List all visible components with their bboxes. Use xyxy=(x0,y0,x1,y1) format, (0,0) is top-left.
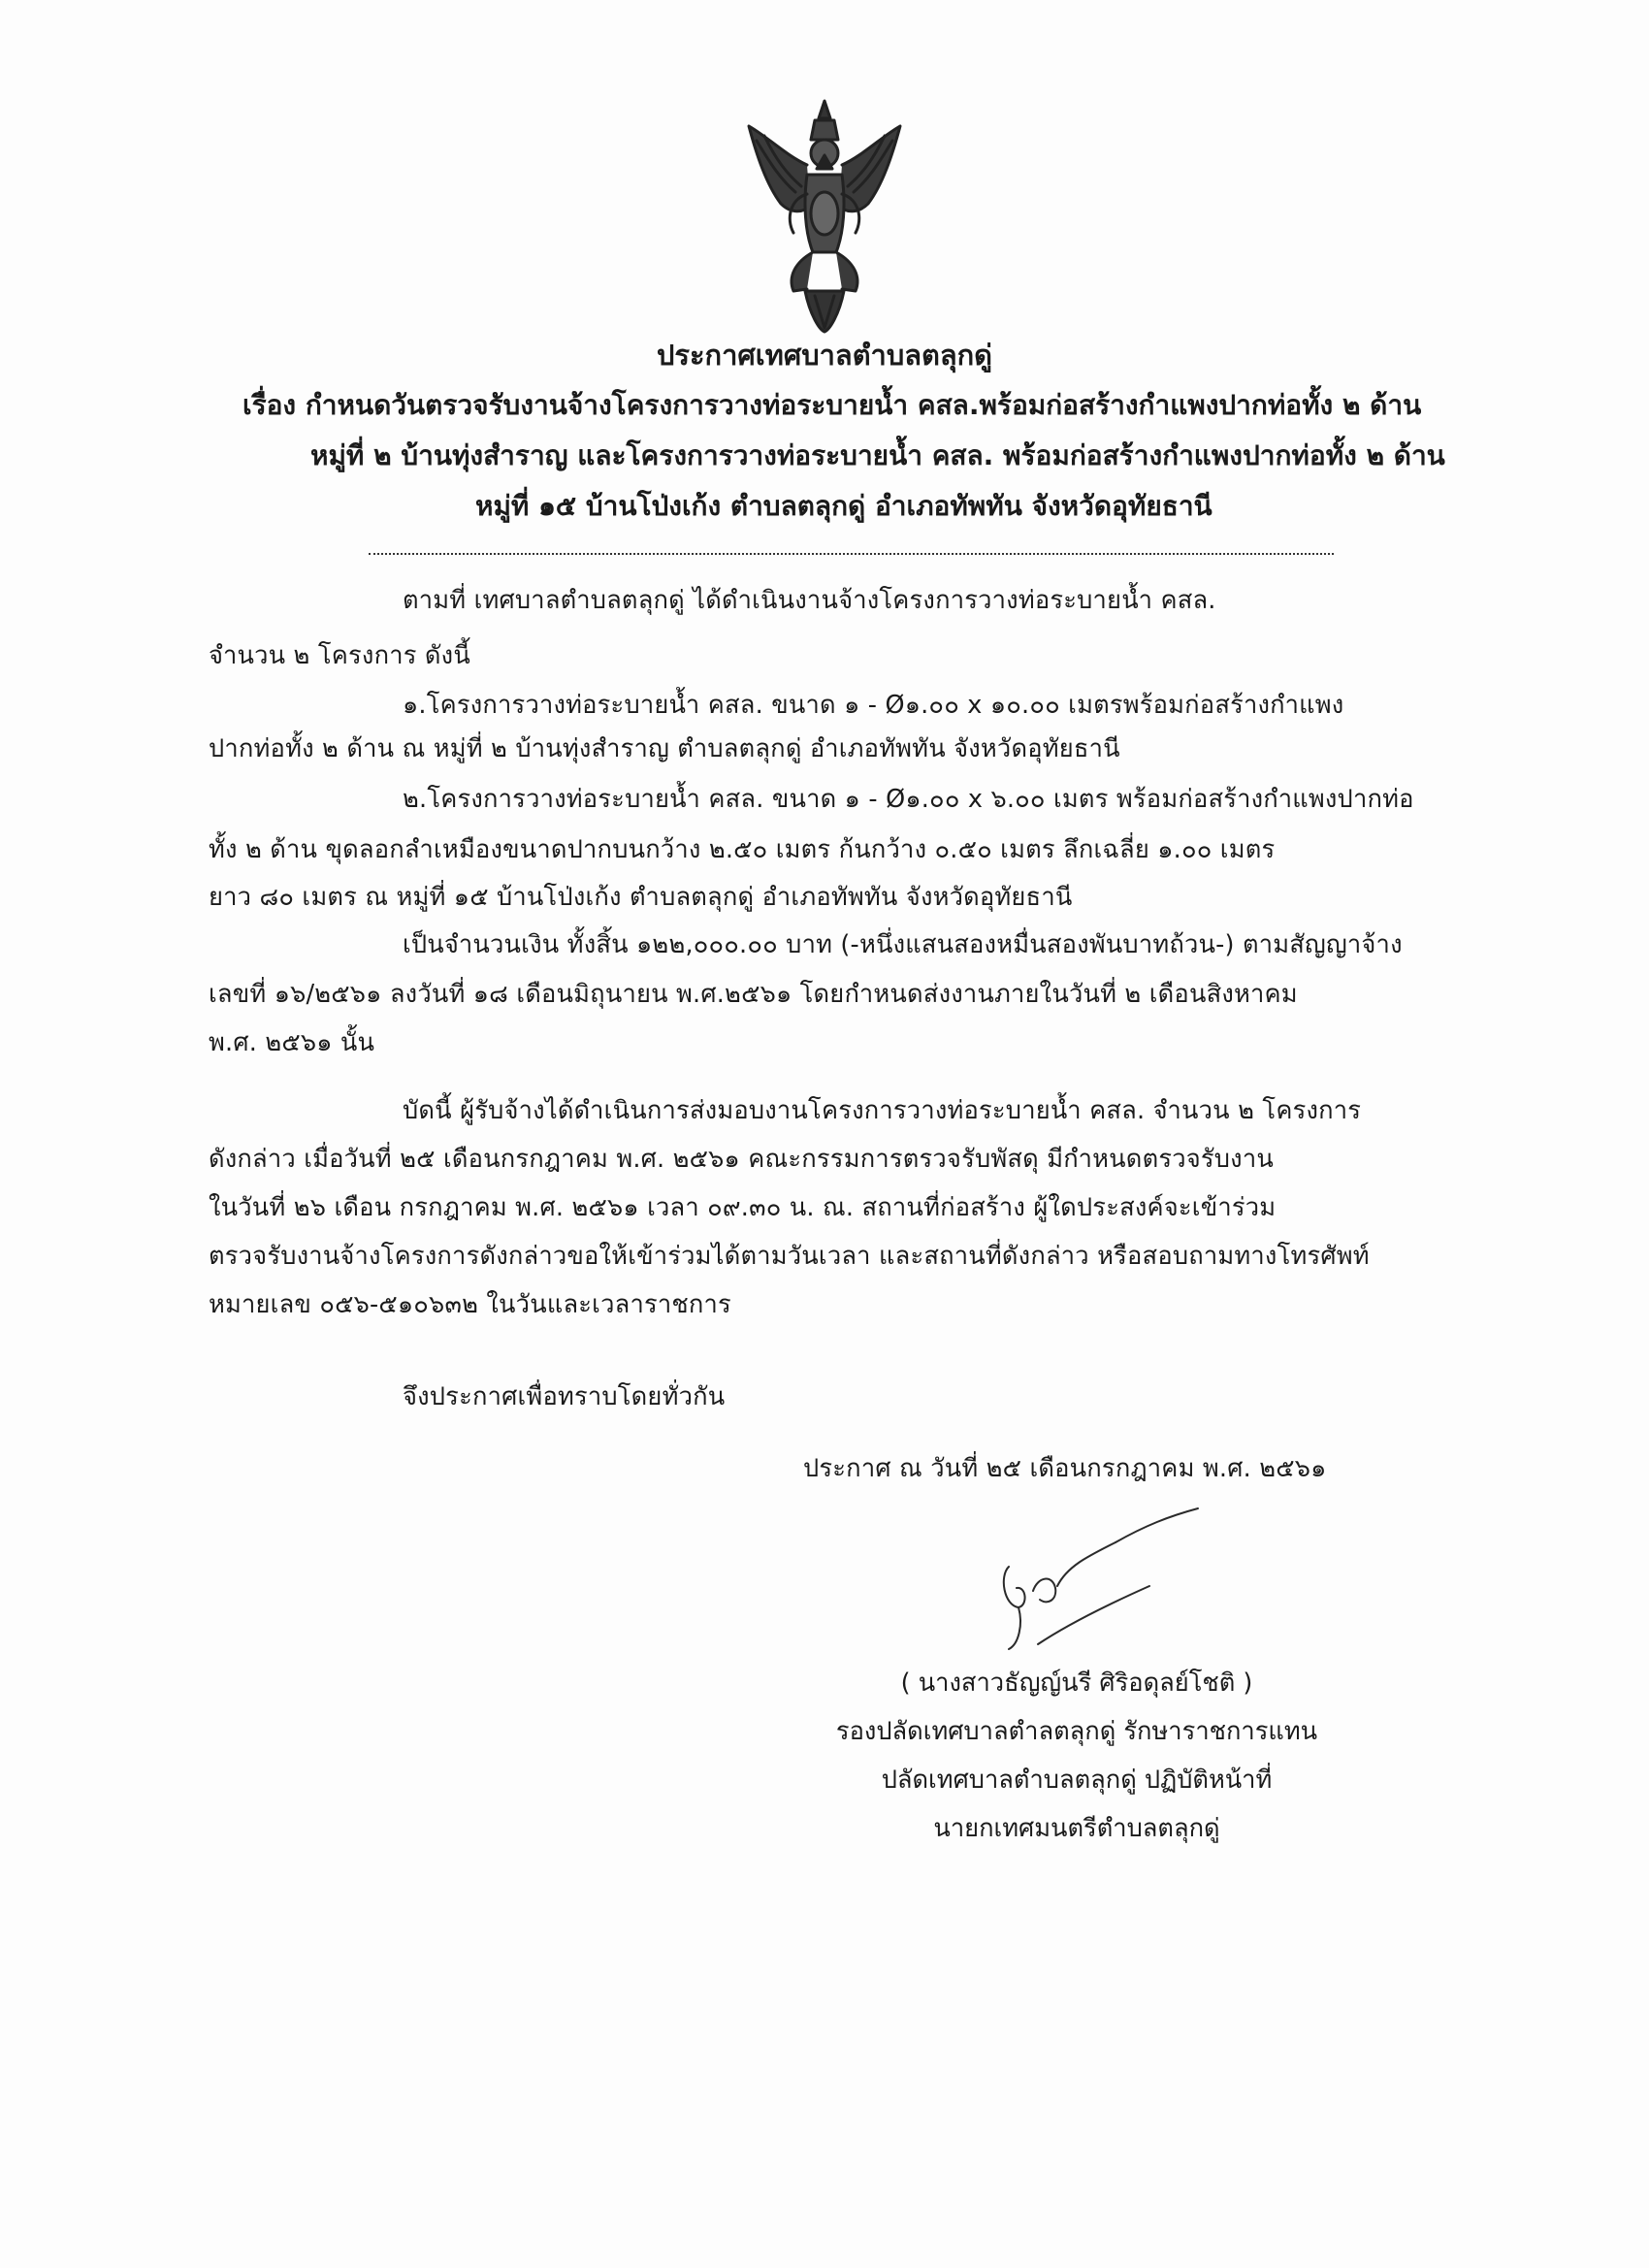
body-line: ๑.โครงการวางท่อระบายน้ำ คสล. ขนาด ๑ - Ø๑.๐๐ x ๑๐.๐๐ เมตรพร้อมก่อสร้างกำแพง xyxy=(403,691,1344,720)
subject-line-3: หมู่ที่ ๑๕ บ้านโป่งเก้ง ตำบลตลุกดู่ อำเภอทัพทัน จังหวัดอุทัยธานี xyxy=(475,490,1212,522)
body-line: ปากท่อทั้ง ๒ ด้าน ณ หมู่ที่ ๒ บ้านทุ่งสำราญ ตำบลตลุกดู่ อำเภอทัพทัน จังหวัดอุทัยธานี xyxy=(209,734,1120,763)
body-line: ทั้ง ๒ ด้าน ขุดลอกลำเหมืองขนาดปากบนกว้าง ๒.๕๐ เมตร ก้นกว้าง ๐.๕๐ เมตร ลึกเฉลี่ย ๑.๐๐ เมตร xyxy=(209,835,1276,864)
subject-line-2: หมู่ที่ ๒ บ้านทุ่งสำราญ และโครงการวางท่อระบายน้ำ คสล. พร้อมก่อสร้างกำแพงปากท่อทั้ง ๒ ด้าน xyxy=(310,439,1445,471)
body-line: ตามที่ เทศบาลตำบลตลุกดู่ ได้ดำเนินงานจ้างโครงการวางท่อระบายน้ำ คสล. xyxy=(403,586,1216,615)
handwritten-signature xyxy=(980,1499,1203,1654)
closing-line: จึงประกาศเพื่อทราบโดยทั่วกัน xyxy=(403,1382,726,1411)
body-line: ในวันที่ ๒๖ เดือน กรกฎาคม พ.ศ. ๒๕๖๑ เวลา ๐๙.๓๐ น. ณ. สถานที่ก่อสร้าง ผู้ใดประสงค์จะเข้าร่วม xyxy=(209,1193,1277,1222)
announcement-date: ประกาศ ณ วันที่ ๒๕ เดือนกรกฎาคม พ.ศ. ๒๕๖๑ xyxy=(803,1454,1327,1483)
signatory-position: นายกเทศมนตรีตำบลตลุกดู่ xyxy=(933,1814,1220,1843)
body-line: ตรวจรับงานจ้างโครงการดังกล่าวขอให้เข้าร่วมได้ตามวันเวลา และสถานที่ดังกล่าว หรือสอบถามทางโทรศัพท์ xyxy=(209,1242,1370,1271)
dotted-divider xyxy=(369,553,1334,555)
signatory-position: ปลัดเทศบาลตำบลตลุกดู่ ปฏิบัติหน้าที่ xyxy=(881,1766,1273,1795)
body-line: บัดนี้ ผู้รับจ้างได้ดำเนินการส่งมอบงานโครงการวางท่อระบายน้ำ คสล. จำนวน ๒ โครงการ xyxy=(403,1096,1362,1125)
subject-line-1: เรื่อง กำหนดวันตรวจรับงานจ้างโครงการวางท่อระบายน้ำ คสล.พร้อมก่อสร้างกำแพงปากท่อทั้ง ๒ ด้าน xyxy=(242,389,1422,421)
body-line: หมายเลข ๐๕๖-๕๑๐๖๓๒ ในวันและเวลาราชการ xyxy=(209,1290,731,1319)
page-title: ประกาศเทศบาลตำบลตลุกดู่ xyxy=(656,339,992,372)
body-line: ๒.โครงการวางท่อระบายน้ำ คสล. ขนาด ๑ - Ø๑.๐๐ x ๖.๐๐ เมตร พร้อมก่อสร้างกำแพงปากท่อ xyxy=(403,785,1414,814)
body-line: พ.ศ. ๒๕๖๑ นั้น xyxy=(209,1028,375,1057)
body-line: ดังกล่าว เมื่อวันที่ ๒๕ เดือนกรกฎาคม พ.ศ. ๒๕๖๑ คณะกรรมการตรวจรับพัสดุ มีกำหนดตรวจรับงาน xyxy=(209,1145,1274,1174)
body-line: จำนวน ๒ โครงการ ดังนี้ xyxy=(209,641,470,670)
body-line: เป็นจำนวนเงิน ทั้งสิ้น ๑๒๒,๐๐๐.๐๐ บาท (-หนึ่งแสนสองหมื่นสองพันบาทถ้วน-) ตามสัญญาจ้าง xyxy=(403,930,1403,959)
garuda-emblem xyxy=(737,97,912,335)
body-line: ยาว ๘๐ เมตร ณ หมู่ที่ ๑๕ บ้านโป่งเก้ง ตำบลตลุกดู่ อำเภอทัพทัน จังหวัดอุทัยธานี xyxy=(209,883,1073,912)
signatory-position: รองปลัดเทศบาลตำลตลุกดู่ รักษาราชการแทน xyxy=(835,1717,1318,1746)
body-line: เลขที่ ๑๖/๒๕๖๑ ลงวันที่ ๑๘ เดือนมิถุนายน พ.ศ.๒๕๖๑ โดยกำหนดส่งงานภายในวันที่ ๒ เดือนสิงหาคม xyxy=(209,980,1298,1009)
signatory-name: ( นางสาวธัญญ์นรี ศิริอดุลย์โชติ ) xyxy=(900,1669,1253,1698)
